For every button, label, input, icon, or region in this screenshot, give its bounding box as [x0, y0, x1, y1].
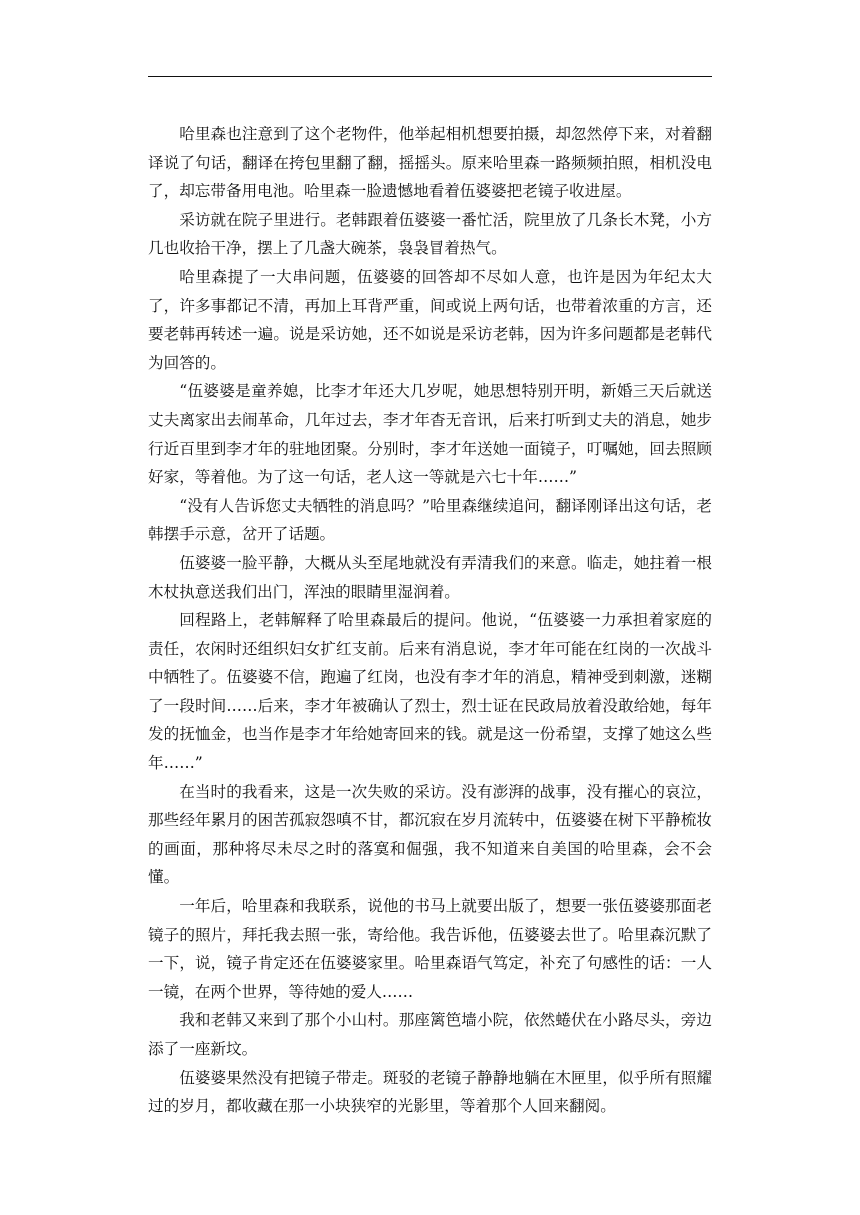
paragraph: 我和老韩又来到了那个小山村。那座篱笆墙小院，依然蜷伏在小路尽头，旁边添了一座新坟。: [148, 1011, 712, 1058]
paragraph: “伍婆婆是童养媳，比李才年还大几岁呢，她思想特别开明，新婚三天后就送丈夫离家出去闹革命，几年过去，李才年杳无音讯，后来打听到丈夫的消息，她步行近百里到李才年的驻地团聚。分别时，李才年送她一面镜子，叮嘱她，回去照顾好家，等着他。为了这一句话，老人这一等就是六七十年……”: [148, 382, 712, 487]
paragraph: 采访就在院子里进行。老韩跟着伍婆婆一番忙活，院里放了几条长木凳，小方几也收拾干净，摆上了几盏大碗茶，袅袅冒着热气。: [148, 210, 712, 258]
article-body: [148, 120, 712, 1121]
header-rule: [148, 76, 712, 77]
paragraph: “没有人告诉您丈夫牺牲的消息吗？”哈里森继续追问，翻译刚译出这句话，老韩摆手示意，岔开了话题。: [148, 496, 712, 544]
paragraph: 在当时的我看来，这是一次失败的采访。没有澎湃的战事，没有摧心的哀泣，那些经年累月的困苦孤寂怨嗔不甘，都沉寂在岁月流转中，伍婆婆在树下平静梳妆的画面，那种将尽未尽之时的落寞和倔强，我不知道来自美国的哈里森，会不会懂。: [148, 782, 712, 887]
paragraph: 回程路上，老韩解释了哈里森最后的提问。他说，“伍婆婆一力承担着家庭的责任，农闲时还组织妇女扩红支前。后来有消息说，李才年可能在红岗的一次战斗中牺牲了。伍婆婆不信，跑遍了红岗，也没有李才年的消息，精神受到刺激，迷糊了一段时间……后来，李才年被确认了烈士，烈士证在民政局放着没敢给她，每年发的抚恤金，也当作是李才年给她寄回来的钱。就是这一份希望，支撑了她这么些年……”: [148, 611, 712, 773]
paragraph: 一年后，哈里森和我联系，说他的书马上就要出版了，想要一张伍婆婆那面老镜子的照片，拜托我去照一张，寄给他。我告诉他，伍婆婆去世了。哈里森沉默了一下，说，镜子肯定还在伍婆婆家里。哈里森语气笃定，补充了句感性的话：一人一镜，在两个世界，等待她的爱人……: [148, 897, 712, 1001]
paragraph: 伍婆婆果然没有把镜子带走。斑驳的老镜子静静地躺在木匣里，似乎所有照耀过的岁月，都收藏在那一小块狭窄的光影里，等着那个人回来翻阅。: [148, 1068, 712, 1116]
paragraph: 哈里森也注意到了这个老物件，他举起相机想要拍摄，却忽然停下来，对着翻译说了句话，翻译在挎包里翻了翻，摇摇头。原来哈里森一路频频拍照，相机没电了，却忘带备用电池。哈里森一脸遗憾地看着伍婆婆把老镜子收进屋。: [148, 125, 712, 201]
paragraph: 哈里森提了一大串问题，伍婆婆的回答却不尽如人意，也许是因为年纪太大了，许多事都记不清，再加上耳背严重，间或说上两句话，也带着浓重的方言，还要老韩再转述一遍。说是采访她，还不如说是采访老韩，因为许多问题都是老韩代为回答的。: [148, 267, 712, 372]
paragraph: 伍婆婆一脸平静，大概从头至尾地就没有弄清我们的来意。临走，她拄着一根木杖执意送我们出门，浑浊的眼睛里湿润着。: [148, 553, 712, 601]
